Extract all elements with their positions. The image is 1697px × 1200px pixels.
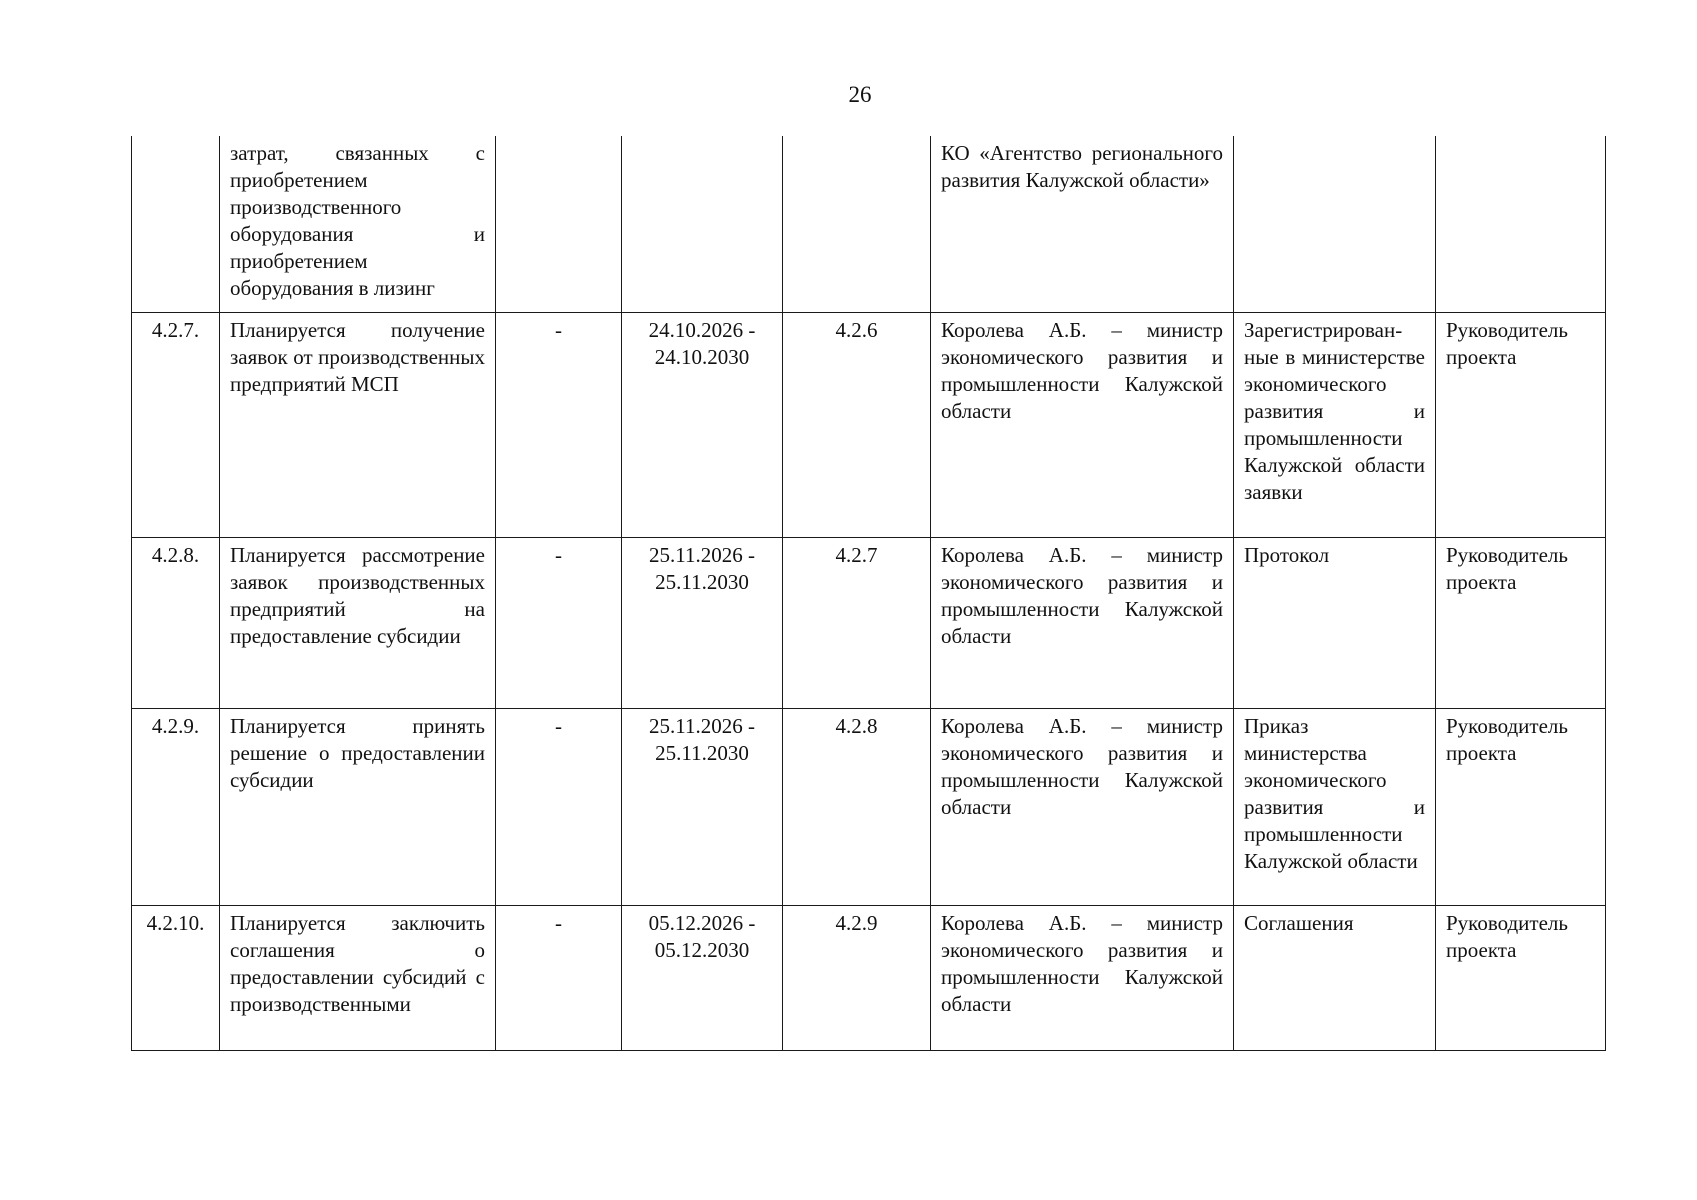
cell-name: Планируется рассмотрение заявок производственных предприятий на предоставление субсидии xyxy=(220,538,496,709)
cell-dates: 25.11.2026 - 25.11.2030 xyxy=(622,538,783,709)
cell-responsible: Королева А.Б. – министр экономического развития и промышленности Калужской области xyxy=(931,313,1234,538)
cell-name: Планируется получение заявок от производственных предприятий МСП xyxy=(220,313,496,538)
cell-name: Планируется заключить соглашения о предоставлении субсидий с производственными xyxy=(220,906,496,1051)
cell-dates: 25.11.2026 - 25.11.2030 xyxy=(622,709,783,906)
cell-num: 4.2.7. xyxy=(132,313,220,538)
cell-num: 4.2.8. xyxy=(132,538,220,709)
table-row xyxy=(132,906,1606,1051)
cell-dash: - xyxy=(496,313,622,538)
cell-dates: 05.12.2026 - 05.12.2030 xyxy=(622,906,783,1051)
cell-dates xyxy=(622,136,783,313)
cell-responsible: Королева А.Б. – министр экономического развития и промышленности Калужской области xyxy=(931,538,1234,709)
cell-level: Руководитель проекта xyxy=(1436,906,1606,1051)
cell-dash: - xyxy=(496,906,622,1051)
cell-result: Протокол xyxy=(1234,538,1436,709)
table-row xyxy=(132,538,1606,709)
cell-name: затрат, связанных с приобретением производственного оборудования и приобретением оборудования в лизинг xyxy=(220,136,496,313)
cell-predecessor: 4.2.8 xyxy=(783,709,931,906)
cell-dates: 24.10.2026 - 24.10.2030 xyxy=(622,313,783,538)
cell-result: Приказ министерства экономического развития и промышленности Калужской области xyxy=(1234,709,1436,906)
cell-predecessor: 4.2.6 xyxy=(783,313,931,538)
cell-predecessor: 4.2.9 xyxy=(783,906,931,1051)
cell-dash: - xyxy=(496,709,622,906)
page-number: 26 xyxy=(848,82,872,107)
cell-responsible: Королева А.Б. – министр экономического развития и промышленности Калужской области xyxy=(931,906,1234,1051)
cell-result xyxy=(1234,136,1436,313)
cell-level: Руководитель проекта xyxy=(1436,313,1606,538)
cell-num xyxy=(132,136,220,313)
cell-responsible: КО «Агентство регионального развития Калужской области» xyxy=(931,136,1234,313)
cell-level xyxy=(1436,136,1606,313)
table-row xyxy=(132,313,1606,538)
project-plan-table xyxy=(131,136,1606,1051)
cell-predecessor: 4.2.7 xyxy=(783,538,931,709)
cell-result: Соглашения xyxy=(1234,906,1436,1051)
cell-dash xyxy=(496,136,622,313)
cell-dash: - xyxy=(496,538,622,709)
cell-name: Планируется принять решение о предоставлении субсидии xyxy=(220,709,496,906)
table-row xyxy=(132,709,1606,906)
table-row-continuation xyxy=(132,136,1606,313)
cell-num: 4.2.10. xyxy=(132,906,220,1051)
cell-result: Зарегистрирован-ные в министерстве экономического развития и промышленности Калужской области заявки xyxy=(1234,313,1436,538)
cell-num: 4.2.9. xyxy=(132,709,220,906)
cell-level: Руководитель проекта xyxy=(1436,538,1606,709)
cell-predecessor xyxy=(783,136,931,313)
cell-level: Руководитель проекта xyxy=(1436,709,1606,906)
cell-responsible: Королева А.Б. – министр экономического развития и промышленности Калужской области xyxy=(931,709,1234,906)
